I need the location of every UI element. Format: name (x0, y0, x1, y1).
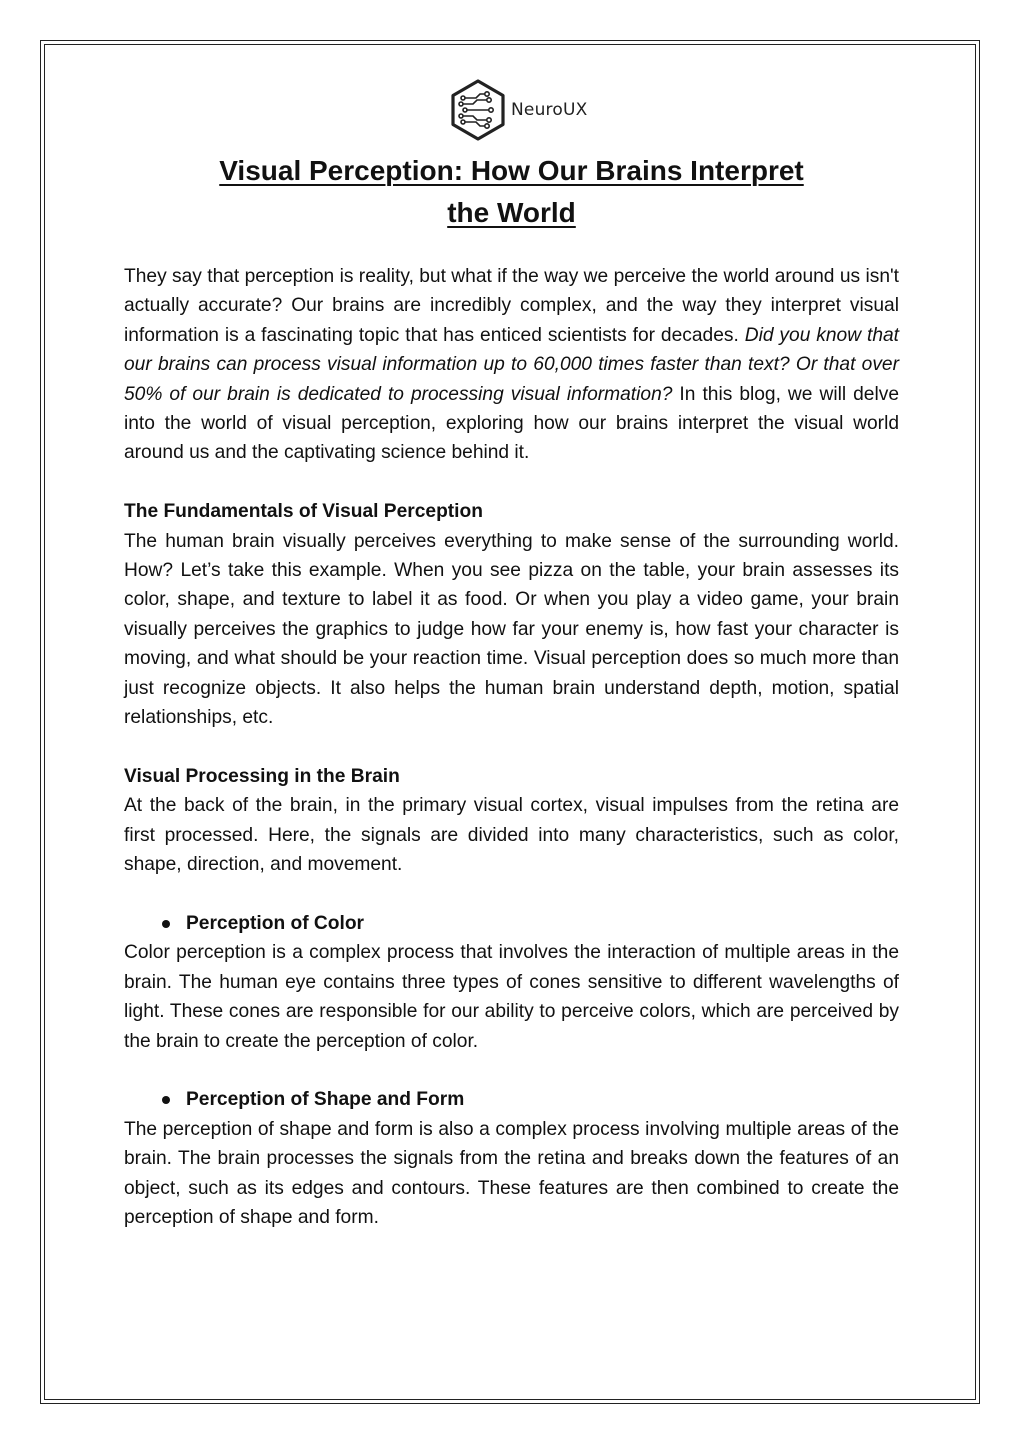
intro-italic-text: Did you know that our brains can process visual information up to 60,000 times faster than text? Or that over 50% of our brain is dedicated to processing visual information? (124, 324, 899, 405)
intro-text-after: In this blog, we will delve into the world of visual perception, exploring how our brains interpret the visual world around us and the captivating science behind it. (124, 383, 899, 464)
bullet-heading-color (124, 909, 899, 938)
brand-logo (449, 78, 609, 142)
intro-text-before: They say that perception is reality, but what if the way we perceive the world around us isn't actually accurate? Our brains are incredibly complex, and the way they interpret visual information is a fascinating topic that has enticed scientists for decades. (124, 266, 899, 346)
bullet-heading-color-label: Perception of Color (186, 912, 365, 934)
page-title (124, 150, 899, 234)
intro-paragraph (124, 262, 899, 468)
bullet-heading-shape (124, 1085, 899, 1114)
bullet-icon (162, 920, 170, 928)
section-heading-visual-processing: Visual Processing in the Brain (124, 765, 400, 787)
section-body-fundamentals: The human brain visually perceives everything to make sense of the surrounding world. How? Let’s take this example. When you see pizza on the table, your brain assesses its color, shape, and texture to label it as food. Or when you play a video game, your brain visually perceives the graphics to judge how far your enemy is, how fast your character is moving, and what should be your reaction time. Visual perception does so much more than just recognize objects. It also helps the human brain understand depth, motion, spatial relationships, etc. (124, 530, 899, 729)
page-title-line-1: Visual Perception: How Our Brains Interpret (219, 155, 804, 186)
bullet-heading-shape-label: Perception of Shape and Form (186, 1089, 465, 1111)
page-title-line-2: the World (447, 197, 576, 228)
bullet-icon (162, 1096, 170, 1104)
section-body-visual-processing: At the back of the brain, in the primary visual cortex, visual impulses from the retina are first processed. Here, the signals are divided into many characteristics, such as color, shape, direction, and movement. (124, 795, 899, 876)
bullet-body-shape: The perception of shape and form is also a complex process involving multiple areas of the brain. The brain processes the signals from the retina and breaks down the features of an object, such as its edges and contours. These features are then combined to create the perception of shape and form. (124, 1118, 899, 1228)
brand-name: NeuroUX (511, 100, 588, 120)
section-heading-fundamentals: The Fundamentals of Visual Perception (124, 501, 483, 523)
bullet-body-color: Color perception is a complex process that involves the interaction of multiple areas in the brain. The human eye contains three types of cones sensitive to different wavelengths of light. These cones are responsible for our ability to perceive colors, which are perceived by the brain to create the perception of color. (124, 942, 899, 1052)
article-body (124, 262, 899, 1232)
hexagon-circuit-icon (449, 78, 507, 142)
